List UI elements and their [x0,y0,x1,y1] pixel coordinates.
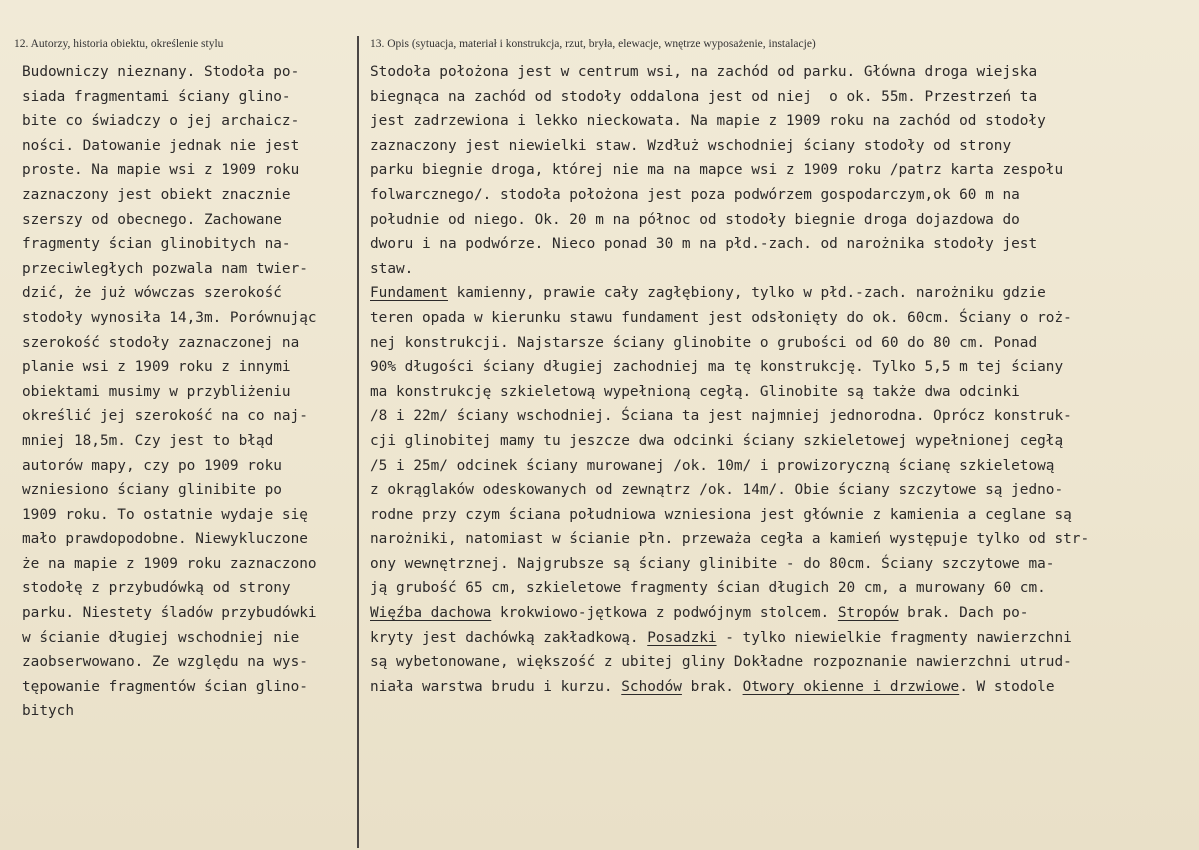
text-line: zaobserwowano. Ze względu na wys- [22,654,308,671]
text-segment: południe od niego. Ok. 20 m na północ od stodoły biegnie droga dojazdowa do [370,211,1020,228]
text-line: siada fragmentami ściany glino- [22,88,291,105]
text-line: dzić, że już wówczas szerokość [22,285,282,302]
text-segment: brak. [681,678,743,695]
text-line: określić jej szerokość na co naj- [22,408,308,425]
text-line [370,134,1180,159]
text-line: mało prawdopodobne. Niewykluczone [22,531,308,548]
text-segment: narożniki, natomiast w ścianie płn. przeważa cegła a kamień występuje tylko od str- [370,531,1090,548]
underlined-heading: Więźba dachowa [370,605,492,622]
text-line [370,281,1180,306]
text-line: bitych [22,703,74,720]
text-line: ności. Datowanie jednak nie jest [22,137,300,154]
text-line: bite co świadczy o jej archaicz- [22,113,300,130]
text-line: że na mapie z 1909 roku zaznaczono [22,555,317,572]
text-line: autorów mapy, czy po 1909 roku [22,457,282,474]
text-line: stodoły wynosiła 14,3m. Porównując [22,309,317,326]
text-line: mniej 18,5m. Czy jest to błąd [22,432,274,449]
text-line: planie wsi z 1909 roku z innymi [22,359,291,376]
text-segment: ma konstrukcję szkieletową wypełnioną cegłą. Glinobite są także dwa odcinki [370,383,1020,400]
text-line: w ścianie długiej wschodniej nie [22,629,300,646]
text-segment: parku biegnie droga, której nie ma na mapce wsi z 1909 roku /patrz karta zespołu [370,162,1064,179]
underlined-heading: Stropów [837,605,899,622]
text-segment: są wybetonowane, większość z ubitej gliny Dokładne rozpoznanie nawierzchni utrud- [370,654,1072,671]
text-segment: krokwiowo-jętkowa z podwójnym stolcem. [491,605,838,622]
text-line [370,380,1180,405]
text-line [370,109,1180,134]
text-line [370,355,1180,380]
text-line: stodołę z przybudówką od strony [22,580,291,597]
text-segment: - tylko niewielkie fragmenty nawierzchni [716,629,1072,646]
text-segment: kamienny, prawie cały zagłębiony, tylko w płd.-zach. narożniku gdzie [447,285,1046,302]
text-segment: brak. Dach po- [898,605,1029,622]
text-line [370,527,1180,552]
text-segment: nej konstrukcji. Najstarsze ściany glinobite o grubości od 60 do 80 cm. Ponad [370,334,1038,351]
text-segment: jest zadrzewiona i lekko nieckowata. Na mapie z 1909 roku na zachód od stodoły [370,113,1046,130]
text-segment: biegnąca na zachód od stodoły oddalona jest od niej o ok. 55m. Przestrzeń ta [370,88,1038,105]
text-segment: ony wewnętrznej. Najgrubsze są ściany glinibite - do 80cm. Ściany szczytowe ma- [370,555,1055,572]
text-segment: folwarcznego/. stodoła położona jest poza podwórzem gospodarczym,ok 60 m na [370,186,1020,203]
text-line: szerokość stodoły zaznaczonej na [22,334,300,351]
text-line: obiektami musimy w przybliżeniu [22,383,291,400]
text-line: parku. Niestety śladów przybudówki [22,605,317,622]
text-line [370,626,1180,651]
text-line [370,675,1180,700]
text-line [370,454,1180,479]
underlined-heading: Posadzki [647,629,717,646]
description-column [370,60,1180,699]
text-line: szerszy od obecnego. Zachowane [22,211,282,228]
text-line [370,60,1180,85]
text-line [370,552,1180,577]
text-line [370,158,1180,183]
text-segment: /8 i 22m/ ściany wschodniej. Ściana ta jest najmniej jednorodna. Oprócz konstruk- [370,408,1072,425]
text-line [370,232,1180,257]
text-segment: zaznaczony jest niewielki staw. Wzdłuż wschodniej ściany stodoły od strony [370,137,1012,154]
text-segment: . W stodole [959,678,1055,695]
text-segment: /5 i 25m/ odcinek ściany murowanej /ok. 10m/ i prowizoryczną ścianę szkieletową [370,457,1055,474]
text-line: 1909 roku. To ostatnie wydaje się [22,506,308,523]
text-segment: staw. [370,260,414,277]
column-divider [357,36,359,848]
text-line: zaznaczony jest obiekt znacznie [22,186,291,203]
text-segment: ją grubość 65 cm, szkieletowe fragmenty ścian długich 20 cm, a murowany 60 cm. [370,580,1046,597]
text-line: wzniesiono ściany glinibite po [22,482,282,499]
underlined-heading: Fundament [370,285,448,302]
text-line [370,257,1180,282]
text-line [370,306,1180,331]
text-line [370,429,1180,454]
text-segment: z okrąglaków odeskowanych od zewnątrz /ok. 14m/. Obie ściany szczytowe są jedno- [370,482,1064,499]
text-segment: dworu i na podwórze. Nieco ponad 30 m na płd.-zach. od narożnika stodoły jest [370,236,1038,253]
text-segment: cji glinobitej mamy tu jeszcze dwa odcinki ściany szkieletowej wypełnionej cegłą [370,432,1064,449]
text-line [370,331,1180,356]
text-line [370,576,1180,601]
text-segment: Stodoła położona jest w centrum wsi, na zachód od parku. Główna droga wiejska [370,64,1038,80]
text-segment: rodne przy czym ściana południowa wzniesiona jest głównie z kamienia a ceglane są [370,506,1072,523]
text-line [370,650,1180,675]
underlined-heading: Schodów [621,678,682,695]
text-line: tępowanie fragmentów ścian glino- [22,678,308,695]
history-column [22,60,356,724]
text-line [370,478,1180,503]
text-line [370,404,1180,429]
text-segment: 90% długości ściany długiej zachodniej ma tę konstrukcję. Tylko 5,5 m tej ściany [370,359,1064,376]
text-line [370,183,1180,208]
text-line [370,85,1180,110]
text-line [370,208,1180,233]
text-segment: teren opada w kierunku stawu fundament jest odsłonięty do ok. 60cm. Ściany o roż- [370,309,1072,326]
text-segment: niała warstwa brudu i kurzu. [370,678,622,695]
underlined-heading: Otwory okienne i drzwiowe [742,678,960,695]
text-segment: kryty jest dachówką zakładkową. [370,629,648,646]
text-line: Budowniczy nieznany. Stodoła po- [22,64,300,80]
text-line: przeciwległych pozwala nam twier- [22,260,308,277]
text-line: proste. Na mapie wsi z 1909 roku [22,162,300,179]
section-13-header: 13. Opis (sytuacja, materiał i konstrukcja, rzut, bryła, elewacje, wnętrze wyposażenie, instalacje) [370,38,816,50]
text-line: fragmenty ścian glinobitych na- [22,236,291,253]
section-12-header: 12. Autorzy, historia obiektu, określenie stylu [14,38,224,50]
text-line [370,601,1180,626]
text-line [370,503,1180,528]
